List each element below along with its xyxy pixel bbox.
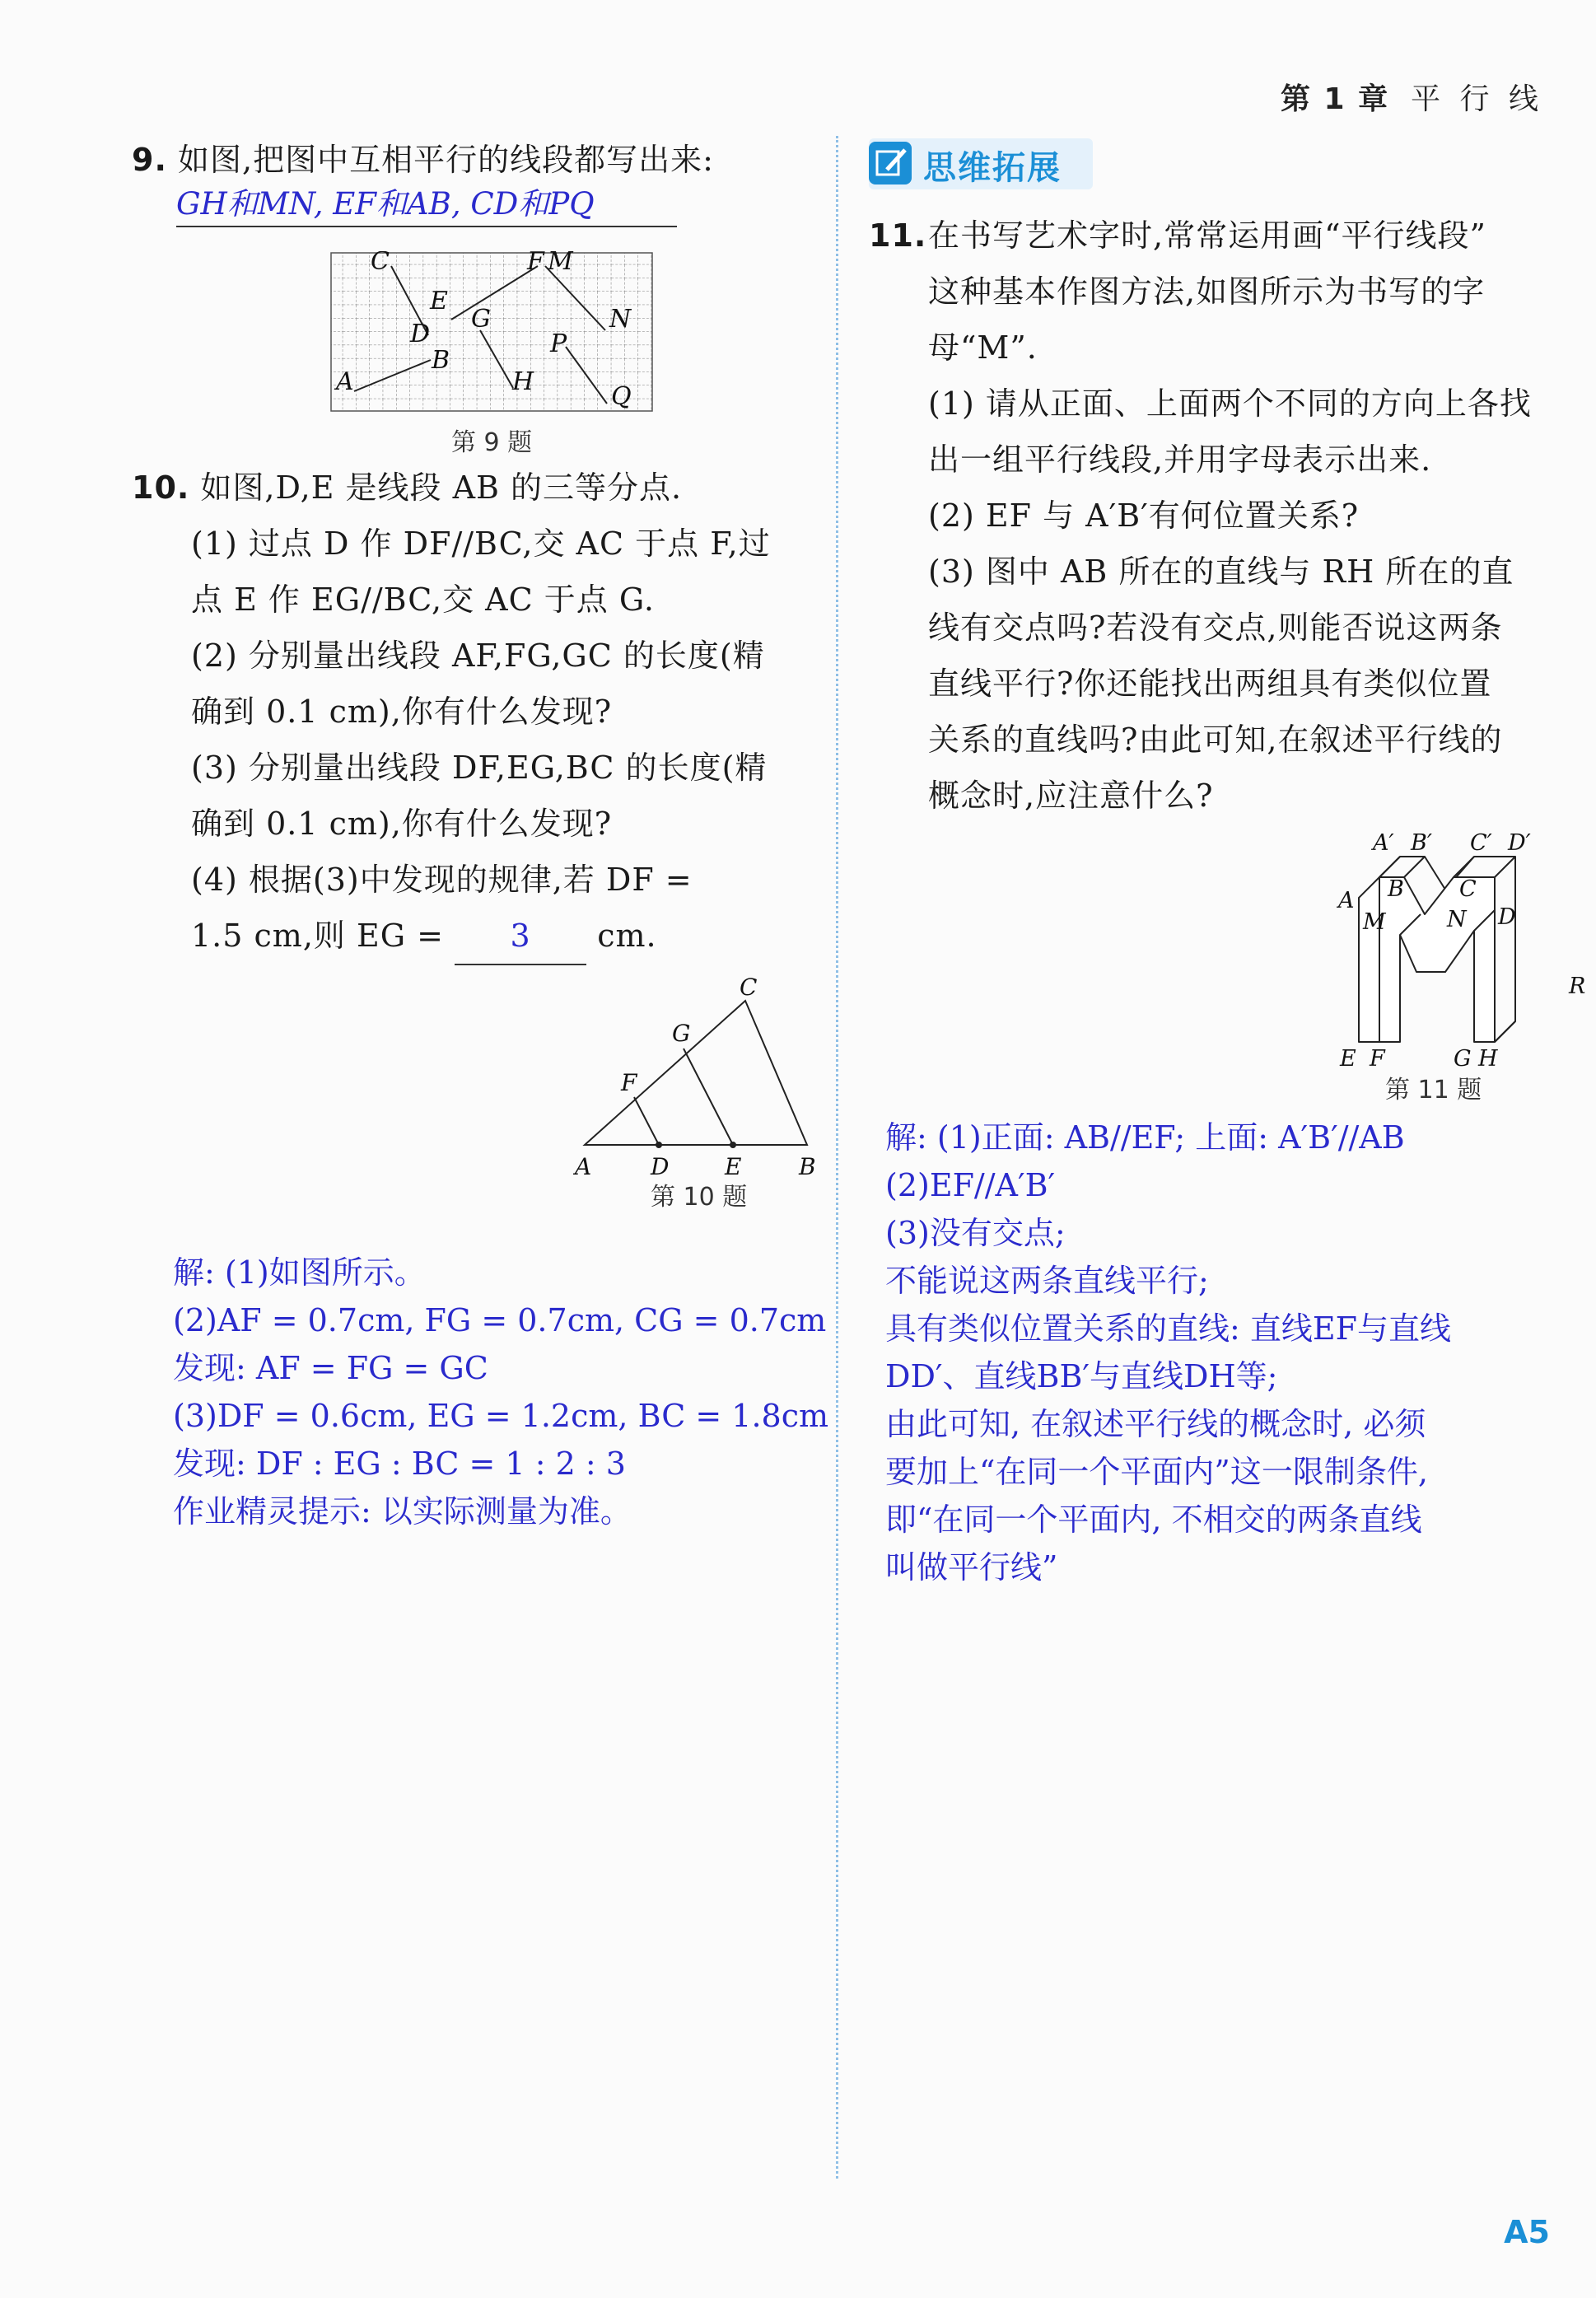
q9-answer-blank xyxy=(176,183,677,227)
q11-question xyxy=(869,208,1561,824)
q11-sol-l5: 具有类似位置关系的直线: 直线EF与直线 xyxy=(885,1310,1451,1347)
q10-p4a: (4) 根据(3)中发现的规律,若 DF = xyxy=(191,862,693,898)
label-H: H xyxy=(512,367,534,396)
q9-grid-figure xyxy=(329,251,655,414)
label-B1: B′ xyxy=(1411,832,1432,856)
q11-p3a: (3) 图中 AB 所在的直线与 RH 所在的直 xyxy=(928,553,1514,590)
q10-p4b-post: cm. xyxy=(597,918,657,954)
q11-l2: 这种基本作图方法,如图所示为书写的字 xyxy=(928,273,1486,310)
q11-p3c: 直线平行?你还能找出两组具有类似位置 xyxy=(928,666,1492,702)
q10-p3b: 确到 0.1 cm),你有什么发现? xyxy=(191,806,613,842)
q10-number: 10. xyxy=(132,469,190,506)
seg-EG xyxy=(684,1049,733,1145)
label-F: F xyxy=(527,251,544,276)
q11-solution xyxy=(885,1114,1577,1591)
label-G: G xyxy=(672,1020,691,1047)
seg-DF xyxy=(634,1097,659,1145)
label-M: M xyxy=(548,251,573,276)
label-B: B xyxy=(799,1153,816,1180)
label-C1: C′ xyxy=(1470,832,1492,856)
label-D: D xyxy=(1498,904,1516,930)
label-Q: Q xyxy=(611,382,632,411)
pencil-check-icon xyxy=(869,142,912,184)
chapter-title: 平 行 线 xyxy=(1411,82,1543,116)
q11-p3d: 关系的直线吗?由此可知,在叙述平行线的 xyxy=(928,722,1503,758)
q10-p4-answer: 3 xyxy=(510,918,531,954)
page-header xyxy=(1281,76,1543,118)
q11-p3e: 概念时,应注意什么? xyxy=(928,778,1214,814)
q9-caption: 第 9 题 xyxy=(451,428,533,457)
q10-solution xyxy=(173,1249,832,1535)
q11-sol-l1: 解: (1)正面: AB//EF; 上面: A′B′//AB xyxy=(885,1119,1405,1156)
label-A1: A′ xyxy=(1373,832,1394,856)
q10-question xyxy=(132,460,815,965)
q10-caption: 第 10 题 xyxy=(651,1183,748,1212)
q11-sol-l6: DD′、直线BB′与直线DH等; xyxy=(885,1358,1278,1394)
q10-sol-l6: 作业精灵提示: 以实际测量为准。 xyxy=(173,1493,632,1530)
q11-p3b: 线有交点吗?若没有交点,则能否说这两条 xyxy=(928,610,1503,646)
q10-p3a: (3) 分别量出线段 DF,EG,BC 的长度(精 xyxy=(191,750,768,786)
q11-sol-l4: 不能说这两条直线平行; xyxy=(885,1263,1209,1299)
label-M: M xyxy=(1363,909,1386,935)
label-R: R xyxy=(1569,974,1586,999)
q11-sol-l8: 要加上“在同一个平面内”这一限制条件, xyxy=(885,1454,1428,1490)
label-A: A xyxy=(575,1153,592,1180)
q10-p1a: (1) 过点 D 作 DF//BC,交 AC 于点 F,过 xyxy=(191,525,771,562)
label-B: B xyxy=(1388,876,1404,902)
q11-sol-l10: 叫做平行线” xyxy=(885,1549,1058,1586)
q10-p2b: 确到 0.1 cm),你有什么发现? xyxy=(191,694,613,730)
label-E: E xyxy=(1340,1046,1356,1071)
label-C: C xyxy=(371,251,390,276)
label-G: G xyxy=(471,305,491,334)
q9-text: 如图,把图中互相平行的线段都写出来: xyxy=(177,142,714,178)
label-D1: D′ xyxy=(1508,832,1531,856)
label-E: E xyxy=(430,287,448,315)
q11-p1b: 出一组平行线段,并用字母表示出来. xyxy=(928,441,1432,478)
q9-number: 9. xyxy=(132,142,167,178)
page-number: A5 xyxy=(1504,2214,1550,2250)
label-D: D xyxy=(651,1153,670,1180)
q10-sol-l2: (2)AF = 0.7cm, FG = 0.7cm, CG = 0.7cm xyxy=(173,1302,827,1338)
label-A: A xyxy=(1338,888,1355,913)
column-divider xyxy=(836,136,838,2179)
q11-p2: (2) EF 与 A′B′有何位置关系? xyxy=(928,497,1360,534)
q11-p1a: (1) 请从正面、上面两个不同的方向上各找 xyxy=(928,385,1532,422)
q11-sol-l9: 即“在同一个平面内, 不相交的两条直线 xyxy=(885,1502,1422,1538)
label-F: F xyxy=(1370,1046,1385,1071)
q11-l3: 母“M”. xyxy=(928,329,1038,366)
label-A: A xyxy=(336,367,354,396)
q10-sol-l3: 发现: AF = FG = GC xyxy=(173,1350,488,1386)
label-F: F xyxy=(621,1069,637,1096)
chapter-label: 第 1 章 xyxy=(1280,82,1390,116)
q11-sol-l3: (3)没有交点; xyxy=(885,1215,1066,1251)
section-banner xyxy=(869,138,1093,189)
q9-answer: GH和MN, EF和AB, CD和PQ xyxy=(176,186,595,222)
q9-question xyxy=(132,132,714,188)
q11-letter-m-figure xyxy=(1330,832,1594,1071)
label-B: B xyxy=(432,346,450,375)
q10-sol-l1: 解: (1)如图所示。 xyxy=(173,1254,426,1291)
q10-p2a: (2) 分别量出线段 AF,FG,GC 的长度(精 xyxy=(191,638,765,674)
q10-p1b: 点 E 作 EG//BC,交 AC 于点 G. xyxy=(191,582,655,618)
q10-sol-l4: (3)DF = 0.6cm, EG = 1.2cm, BC = 1.8cm xyxy=(173,1398,829,1434)
label-C: C xyxy=(1459,876,1477,902)
label-C: C xyxy=(740,974,758,1001)
label-N: N xyxy=(609,305,632,334)
q11-number: 11. xyxy=(869,217,927,254)
q11-l1: 在书写艺术字时,常常运用画“平行线段” xyxy=(928,217,1486,254)
q10-answer-blank xyxy=(455,908,586,965)
label-D: D xyxy=(410,320,431,348)
section-title: 思维拓展 xyxy=(923,149,1062,187)
q11-sol-l2: (2)EF//A′B′ xyxy=(885,1167,1056,1203)
q10-p4b-pre: 1.5 cm,则 EG = xyxy=(191,918,444,954)
q11-caption: 第 11 题 xyxy=(1385,1076,1482,1105)
q10-intro: 如图,D,E 是线段 AB 的三等分点. xyxy=(200,469,683,506)
label-P: P xyxy=(550,329,567,358)
q10-sol-l5: 发现: DF : EG : BC = 1 : 2 : 3 xyxy=(173,1446,626,1482)
q11-sol-l7: 由此可知, 在叙述平行线的概念时, 必须 xyxy=(885,1406,1426,1442)
label-E: E xyxy=(725,1153,742,1180)
label-H: H xyxy=(1478,1046,1498,1071)
q10-triangle-figure xyxy=(568,972,832,1186)
label-N: N xyxy=(1447,907,1467,932)
label-G: G xyxy=(1454,1046,1472,1071)
